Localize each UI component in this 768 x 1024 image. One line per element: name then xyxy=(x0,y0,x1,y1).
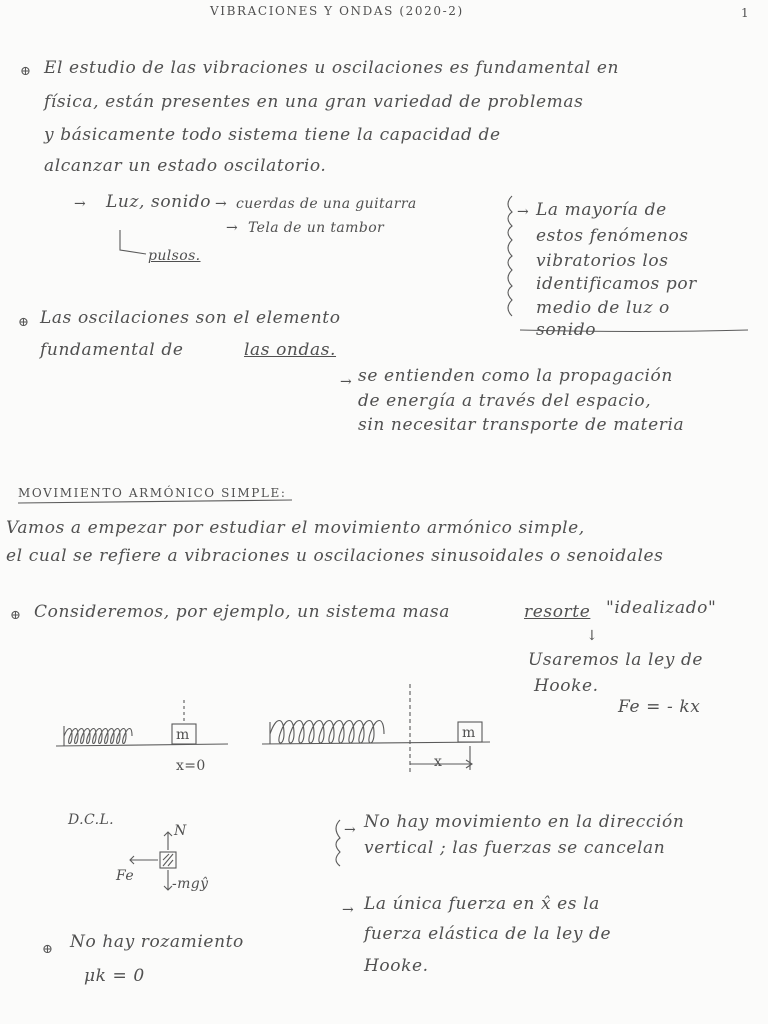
dcl-note-3: La única fuerza en x̂ es la xyxy=(364,894,600,914)
friction-line-1: No hay rozamiento xyxy=(70,932,244,952)
mass-label-left: m xyxy=(176,727,190,743)
page-title: VIBRACIONES Y ONDAS (2020-2) xyxy=(210,4,464,18)
ondas-note-3: sin necesitar transporte de materia xyxy=(358,415,685,435)
arrow-right-icon: → xyxy=(340,374,353,390)
intro-line-3: y básicamente todo sistema tiene la capacidad de xyxy=(44,125,501,145)
ondas-line-2b: las ondas. xyxy=(244,340,337,360)
arrow-right-icon: → xyxy=(74,196,87,212)
arrow-right-icon: → xyxy=(226,220,239,236)
mas-line-1: Vamos a empezar por estudiar el movimiento armónico simple, xyxy=(6,518,585,538)
ondas-line-2a: fundamental de xyxy=(40,340,184,360)
bullet-icon: ⊕ xyxy=(18,315,29,330)
elastic-force-label: Fe xyxy=(116,868,135,884)
dcl-note-1: No hay movimiento en la dirección xyxy=(364,812,685,832)
hooke-line-1: Usaremos la ley de xyxy=(528,650,704,670)
arrow-right-icon: → xyxy=(517,204,530,220)
friction-line-2: μk = 0 xyxy=(84,966,145,986)
dcl-label: D.C.L. xyxy=(68,812,114,828)
normal-force-label: N xyxy=(174,823,187,839)
bullet-icon: ⊕ xyxy=(20,64,31,79)
intro-line-1: El estudio de las vibraciones u oscilaciones es fundamental en xyxy=(44,58,620,78)
x-label: x xyxy=(434,754,443,770)
arrow-down-icon: ↓ xyxy=(586,628,599,644)
example-luz-sonido: Luz, sonido xyxy=(106,192,212,212)
hooke-formula: Fe = - kx xyxy=(618,697,701,717)
system-idealizado: "idealizado" xyxy=(606,598,717,618)
note-line-4: identificamos por xyxy=(536,274,697,294)
arrow-right-icon: → xyxy=(344,822,357,838)
note-line-5: medio de luz o xyxy=(536,298,670,318)
note-line-6: sonido xyxy=(536,320,597,340)
system-intro: Consideremos, por ejemplo, un sistema masa xyxy=(34,602,450,622)
dcl-note-4: fuerza elástica de la ley de xyxy=(364,924,612,944)
intro-line-2: física, están presentes en una gran variedad de problemas xyxy=(44,92,584,112)
x0-label: x=0 xyxy=(176,758,206,774)
ondas-line-1: Las oscilaciones son el elemento xyxy=(40,308,341,328)
arrow-right-icon: → xyxy=(342,902,355,918)
note-line-2: estos fenómenos xyxy=(536,226,689,246)
dcl-note-5: Hooke. xyxy=(364,956,429,976)
arrow-right-icon: → xyxy=(215,196,228,212)
section-heading: MOVIMIENTO ARMÓNICO SIMPLE: xyxy=(18,486,287,500)
ondas-note-1: se entienden como la propagación xyxy=(358,366,673,386)
mass-label-right: m xyxy=(462,725,476,741)
dcl-note-2: vertical ; las fuerzas se cancelan xyxy=(364,838,666,858)
hooke-line-2: Hooke. xyxy=(534,676,599,696)
ondas-note-2: de energía a través del espacio, xyxy=(358,391,652,411)
example-pulsos: pulsos. xyxy=(148,248,201,264)
mas-line-2: el cual se refiere a vibraciones u oscilaciones sinusoidales o senoidales xyxy=(6,546,664,566)
bullet-icon: ⊕ xyxy=(10,608,21,623)
bullet-icon: ⊕ xyxy=(42,942,53,957)
page-number: 1 xyxy=(741,6,751,20)
note-line-3: vibratorios los xyxy=(536,251,669,271)
example-cuerdas: cuerdas de una guitarra xyxy=(236,196,417,212)
example-tela: Tela de un tambor xyxy=(248,220,385,236)
weight-label: -mgŷ xyxy=(172,876,209,892)
system-resorte: resorte xyxy=(524,602,591,622)
note-line-1: La mayoría de xyxy=(536,200,667,220)
intro-line-4: alcanzar un estado oscilatorio. xyxy=(44,156,327,176)
